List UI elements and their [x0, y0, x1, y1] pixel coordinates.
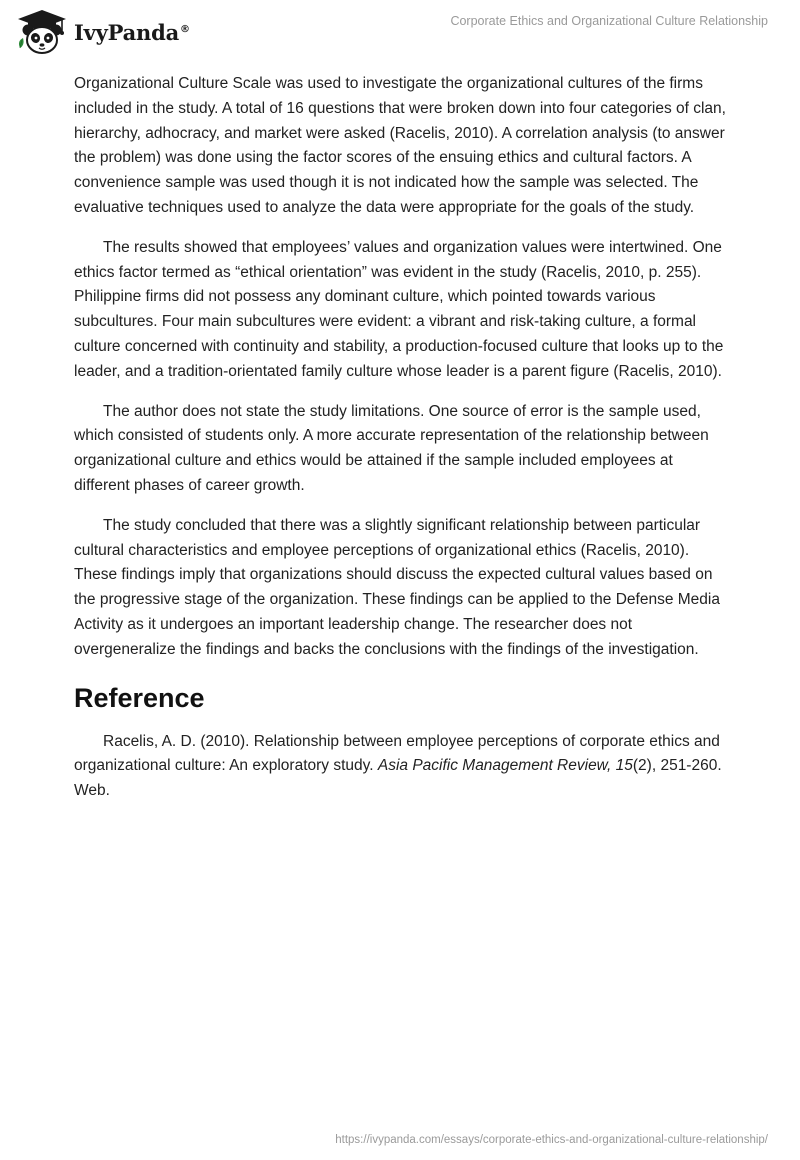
brand-name: IvyPanda®	[74, 19, 190, 45]
page-header	[0, 0, 800, 60]
essay-content	[74, 72, 730, 804]
reference-heading: Reference	[74, 682, 205, 713]
registered-mark: ®	[180, 23, 190, 35]
reference-journal: Asia Pacific Management Review, 15	[377, 757, 633, 775]
body-paragraph-4: The study concluded that there was a slightly significant relationship between particular cultural characteristics and employee perceptions of organizational ethics (Racelis, 2010). These findings imply that organizations should discuss the expected cultural values based on the progressive stage of the organization. These findings can be applied to the Defense Media Activity as it undergoes an important leadership change. The researcher does not overgeneralize the findings and backs the conclusions with the findings of the investigation.	[74, 516, 720, 658]
ivypanda-logo[interactable]	[14, 8, 190, 56]
reference-entry-issue: (2), 251-260. Web.	[74, 757, 722, 800]
running-title: Corporate Ethics and Organizational Culture Relationship	[450, 14, 768, 28]
footer-source-url[interactable]: https://ivypanda.com/essays/corporate-ethics-and-organizational-culture-relationship/	[335, 1134, 768, 1146]
body-paragraph-3: The author does not state the study limitations. One source of error is the sample used, which consisted of students only. A more accurate representation of the relationship between organizational culture and ethics would be attained if the sample included employees at different phases of career growth.	[74, 402, 709, 494]
panda-graduate-icon	[14, 8, 70, 56]
body-paragraph-2: The results showed that employees’ values and organization values were intertwined. One ethics factor termed as “ethical orientation” was evident in the study (Racelis, 2010, p. 255). Philippine firms did not possess any dominant culture, which pointed towards various subcultures. Four main subcultures were evident: a vibrant and risk-taking culture, a formal culture concerned with continuity and stability, a production-focused culture that looks up to the leader, and a tradition-orientated family culture whose leader is a parent figure (Racelis, 2010).	[74, 238, 724, 380]
body-paragraph-1: Organizational Culture Scale was used to investigate the organizational cultures of the firms included in the study. A total of 16 questions that were broken down into four categories of clan, hierarchy, adhocracy, and market were asked (Racelis, 2010). A correlation analysis (to answer the problem) was done using the factor scores of the ensuing ethics and cultural factors. A convenience sample was used though it is not indicated how the sample was selected. The evaluative techniques used to analyze the data were appropriate for the goals of the study.	[74, 75, 726, 216]
reference-entry	[74, 730, 730, 804]
reference-entry-lead: Racelis, A. D. (2010). Relationship between employee perceptions of corporate ethics and organizational culture: An exploratory study.	[74, 732, 720, 775]
